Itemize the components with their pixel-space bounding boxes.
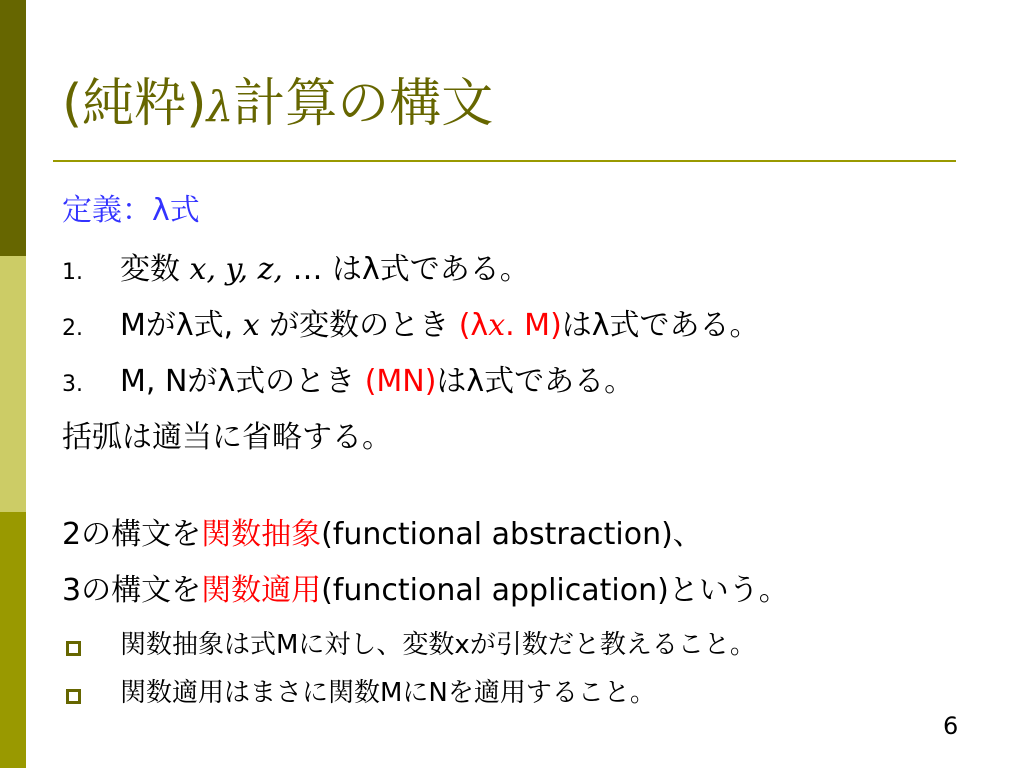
- item-variables: x, y, z,: [189, 252, 283, 287]
- item-text: はλ式である。: [436, 364, 635, 399]
- line-text: 3の構文を: [62, 573, 202, 608]
- title-suffix: 計算の構文: [233, 74, 494, 134]
- item-variable: x: [242, 308, 260, 343]
- expr-open: (λ: [458, 308, 489, 343]
- slide-title: [62, 74, 494, 134]
- item-text: Mがλ式,: [120, 308, 243, 343]
- page-number: 6: [943, 712, 959, 740]
- list-item-1: [62, 252, 530, 287]
- list-number: 1.: [62, 260, 83, 285]
- line-text: (functional abstraction)、: [321, 517, 703, 552]
- item-text: λ式である。: [362, 252, 530, 287]
- bullet-item-1: 関数抽象は式Mに対し、変数xが引数だと教えること。: [120, 630, 756, 660]
- title-lambda: λ: [206, 82, 234, 131]
- term-application: 関数適用: [201, 573, 322, 608]
- left-bar-bottom: [0, 512, 26, 768]
- square-bullet-icon: [66, 641, 81, 656]
- application-expression: (MN): [364, 364, 437, 399]
- title-prefix: (純粋): [62, 74, 207, 134]
- expr-var: x: [488, 308, 506, 343]
- title-divider: [53, 160, 956, 162]
- list-number: 2.: [62, 316, 83, 341]
- abstraction-line: [62, 517, 703, 552]
- item-text: が変数のとき: [259, 308, 459, 343]
- abstraction-expression: [459, 308, 562, 343]
- list-item-2: [62, 308, 760, 343]
- item-text: … は: [282, 252, 362, 287]
- application-line: [62, 573, 789, 608]
- item-text: 変数: [120, 252, 190, 287]
- left-bar-top: [0, 0, 26, 256]
- item-text: はλ式である。: [561, 308, 760, 343]
- bullet-item-2: 関数適用はまさに関数MにNを適用すること。: [120, 678, 656, 708]
- note-text: 括弧は適当に省略する。: [62, 420, 392, 455]
- list-item-3: [62, 364, 635, 399]
- square-bullet-icon: [66, 689, 81, 704]
- list-number: 3.: [62, 372, 83, 397]
- expr-body: . M): [505, 308, 562, 343]
- item-text: M, Nがλ式のとき: [120, 364, 365, 399]
- definition-heading: 定義：λ式: [62, 193, 200, 228]
- line-text: 2の構文を: [62, 517, 202, 552]
- term-abstraction: 関数抽象: [201, 517, 322, 552]
- left-bar-middle: [0, 256, 26, 512]
- line-text: (functional application)という。: [321, 573, 789, 608]
